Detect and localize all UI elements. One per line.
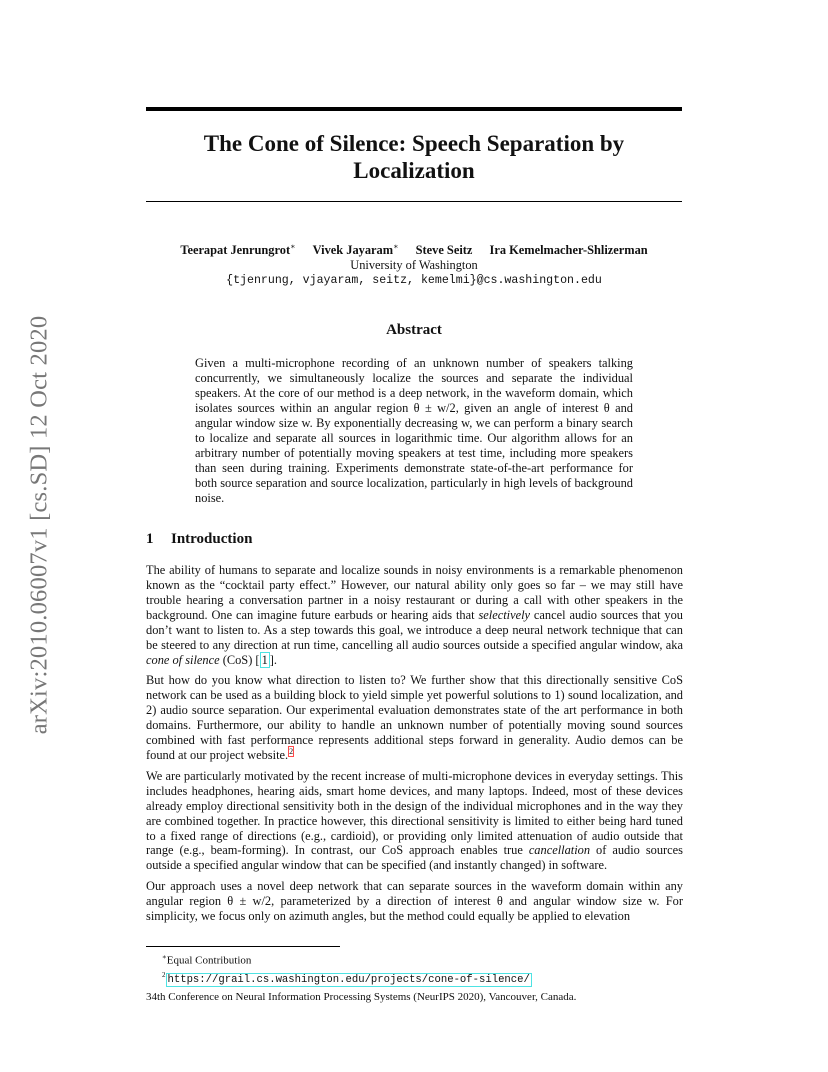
venue-footer: 34th Conference on Neural Information Processing Systems (NeurIPS 2020), Vancouver, Canada. [146, 991, 577, 1003]
author-4: Ira Kemelmacher-Shlizerman [489, 243, 648, 258]
author-names [146, 239, 682, 258]
footnotes [162, 950, 532, 987]
author-emails: {tjenrung, vjayaram, seitz, kemelmi}@cs.washington.edu [226, 274, 602, 288]
author-3: Steve Seitz [415, 243, 473, 258]
paper-title [146, 130, 682, 184]
section-title: Introduction [171, 531, 253, 547]
footnote-rule [146, 946, 340, 947]
introduction-body [146, 563, 683, 929]
paragraph-3: We are particularly motivated by the recent increase of multi-microphone devices in everyday settings. This includes headphones, hearing aids, smart home devices, and many laptops. Indeed, most of these devices already employ directional sensitivity both in the design of the individual microphones and in the way they are combined together. In practice however, this directional sensitivity is limited to either being hard tuned to a fixed range of directions (e.g., cardioid), or providing only limited attenuation of audio outside that range (e.g., beam-forming). In contrast, our CoS approach enables true cancellation of audio sources outside a specified angular window that can be specified (and instantly changed) in software. [146, 768, 683, 873]
abstract-text: Given a multi-microphone recording of an unknown number of speakers talking concurrently, we simultaneously localize the sources and separate the individual speakers. At the core of our method is a deep network, in the waveform domain, which isolates sources within an angular region θ ± w/2, given an angle of interest θ and angular window size w. By exponentially decreasing w, we can perform a binary search to localize and separate all sources in logarithmic time. Our algorithm allows for an arbitrary number of potentially moving speakers at test time, including more speakers than seen during training. Experiments demonstrate state-of-the-art performance for both source separation and source localization, particularly in high levels of background noise. [195, 356, 633, 505]
project-url-link[interactable]: https://grail.cs.washington.edu/projects/cone-of-silence/ [167, 973, 530, 986]
title-top-rule [146, 107, 682, 111]
paragraph-1: The ability of humans to separate and localize sounds in noisy environments is a remarkable phenomenon known as the “cocktail party effect.” However, our natural ability only goes so far – we may still have trouble hearing a conversation partner in a noisy restaurant or during a call with other speakers in the background. One can imagine future earbuds or hearing aids that selectively cancel audio sources that you don’t want to listen to. As a step towards this goal, we introduce a deep neural network technique that can be steered to any direction at run time, cancelling all audio sources outside a specified angular window, aka cone of silence (CoS) [ 1 ]. [146, 563, 683, 667]
affiliation: University of Washington [350, 258, 478, 273]
abstract-heading: Abstract [386, 322, 442, 338]
footnote-1: ∗Equal Contribution [162, 953, 252, 967]
author-1: Teerapat Jenrungrot∗ [180, 242, 296, 258]
paragraph-2: But how do you know what direction to listen to? We further show that this directionally sensitive CoS network can be used as a building block to yield simple yet powerful solutions to 1) sound localization, and 2) audio source separation. Our experimental evaluation demonstrates state of the art performance in both domains. Furthermore, our ability to handle an unknown number of potentially moving sound sources combined with fast performance represents additional steps forward in generality. Audio demos can be found at our project website.$^2$ [146, 673, 683, 763]
title-line-1: The Cone of Silence: Speech Separation by [203, 131, 625, 156]
title-line-2: Localization [353, 158, 475, 183]
footnote-link[interactable]: 2 [289, 747, 294, 757]
section-number: 1 [146, 531, 154, 547]
author-2: Vivek Jayaram∗ [312, 242, 399, 258]
paragraph-4: Our approach uses a novel deep network that can separate sources in the waveform domain within any angular region θ ± w/2, parameterized by a direction of interest θ and angular window size w. For simplicity, we focus only on azimuth angles, but the method could equally be applied to elevation [146, 878, 683, 923]
arxiv-identifier-text: arXiv:2010.06007v1 [cs.SD] 12 Oct 2020 [25, 315, 53, 735]
author-block [146, 239, 682, 288]
arxiv-identifier [24, 290, 54, 760]
citation-link[interactable]: 1 [261, 652, 268, 667]
title-bottom-rule [146, 201, 682, 202]
footnote-2: $^2$ https://grail.cs.washington.edu/projects/cone-of-silence/ [162, 971, 530, 986]
section-heading-introduction [146, 531, 252, 548]
